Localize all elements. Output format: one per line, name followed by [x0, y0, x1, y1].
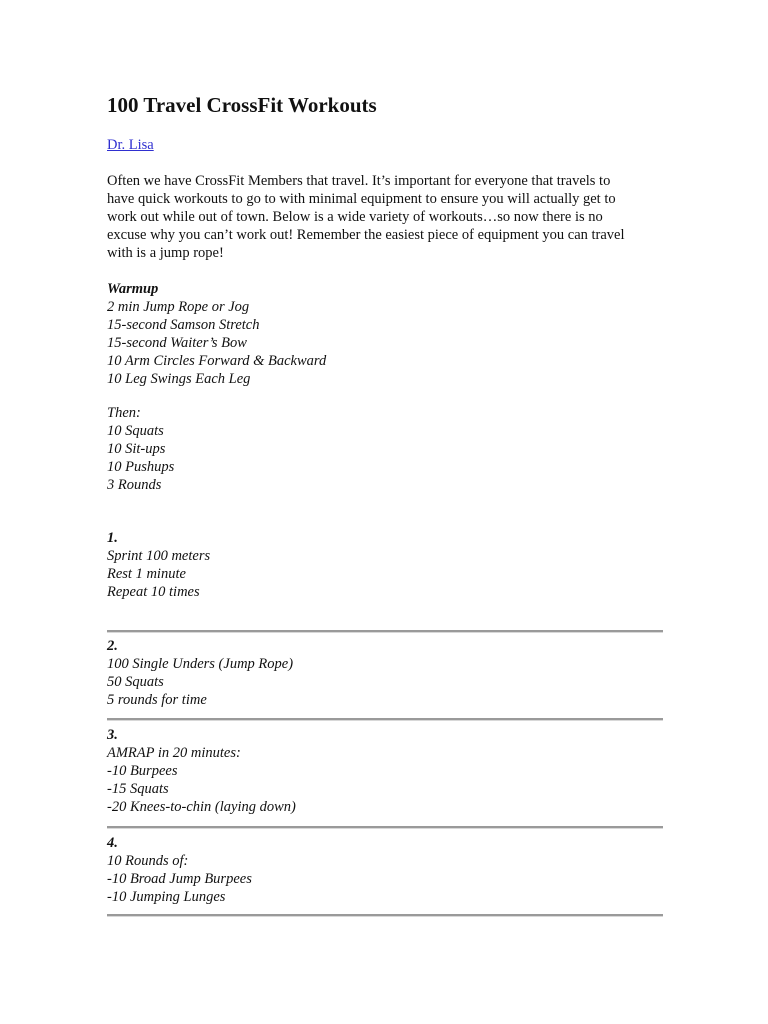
workout-line: Repeat 10 times — [107, 584, 200, 600]
workout-number: 2. — [107, 638, 118, 654]
intro-line: work out while out of town. Below is a wide variety of workouts…so now there is no — [107, 209, 603, 225]
intro-line: Often we have CrossFit Members that travel. It’s important for everyone that travels to — [107, 173, 611, 189]
warmup-item: 15-second Samson Stretch — [107, 317, 260, 333]
section-divider — [107, 914, 663, 917]
warmup-item: 10 Leg Swings Each Leg — [107, 371, 251, 387]
warmup-item: 2 min Jump Rope or Jog — [107, 299, 250, 315]
workout-2 — [107, 637, 293, 709]
then-section — [107, 404, 174, 494]
workout-number: 1. — [107, 530, 118, 546]
then-heading: Then: — [107, 405, 141, 421]
section-divider — [107, 718, 663, 721]
workout-line: Rest 1 minute — [107, 566, 186, 582]
workout-1 — [107, 529, 210, 601]
workout-line: 10 Rounds of: — [107, 853, 189, 869]
intro-line: with is a jump rope! — [107, 245, 224, 261]
workout-line: AMRAP in 20 minutes: — [107, 745, 241, 761]
workout-line: -10 Jumping Lunges — [107, 889, 226, 905]
intro-line: excuse why you can’t work out! Remember the easiest piece of equipment you can travel — [107, 227, 625, 243]
warmup-heading: Warmup — [107, 281, 159, 297]
intro-paragraph — [107, 172, 667, 262]
section-divider — [107, 630, 663, 633]
workout-line: 100 Single Unders (Jump Rope) — [107, 656, 294, 672]
then-item: 3 Rounds — [107, 477, 162, 493]
then-item: 10 Squats — [107, 423, 164, 439]
warmup-item: 15-second Waiter’s Bow — [107, 335, 247, 351]
then-item: 10 Pushups — [107, 459, 175, 475]
then-item: 10 Sit-ups — [107, 441, 166, 457]
intro-line: have quick workouts to go to with minimal equipment to ensure you will actually get to — [107, 191, 616, 207]
workout-3 — [107, 726, 296, 816]
workout-line: -10 Broad Jump Burpees — [107, 871, 252, 887]
workout-line: Sprint 100 meters — [107, 548, 211, 564]
page-title: 100 Travel CrossFit Workouts — [107, 93, 377, 117]
author-link[interactable]: Dr. Lisa — [107, 137, 154, 153]
workout-line: -20 Knees-to-chin (laying down) — [107, 799, 296, 815]
workout-line: -10 Burpees — [107, 763, 178, 779]
warmup-item: 10 Arm Circles Forward & Backward — [107, 353, 327, 369]
workout-number: 3. — [107, 727, 118, 743]
workout-line: -15 Squats — [107, 781, 169, 797]
workout-4 — [107, 834, 252, 906]
workout-line: 50 Squats — [107, 674, 164, 690]
warmup-section — [107, 280, 326, 388]
workout-number: 4. — [107, 835, 118, 851]
workout-line: 5 rounds for time — [107, 692, 207, 708]
section-divider — [107, 826, 663, 829]
